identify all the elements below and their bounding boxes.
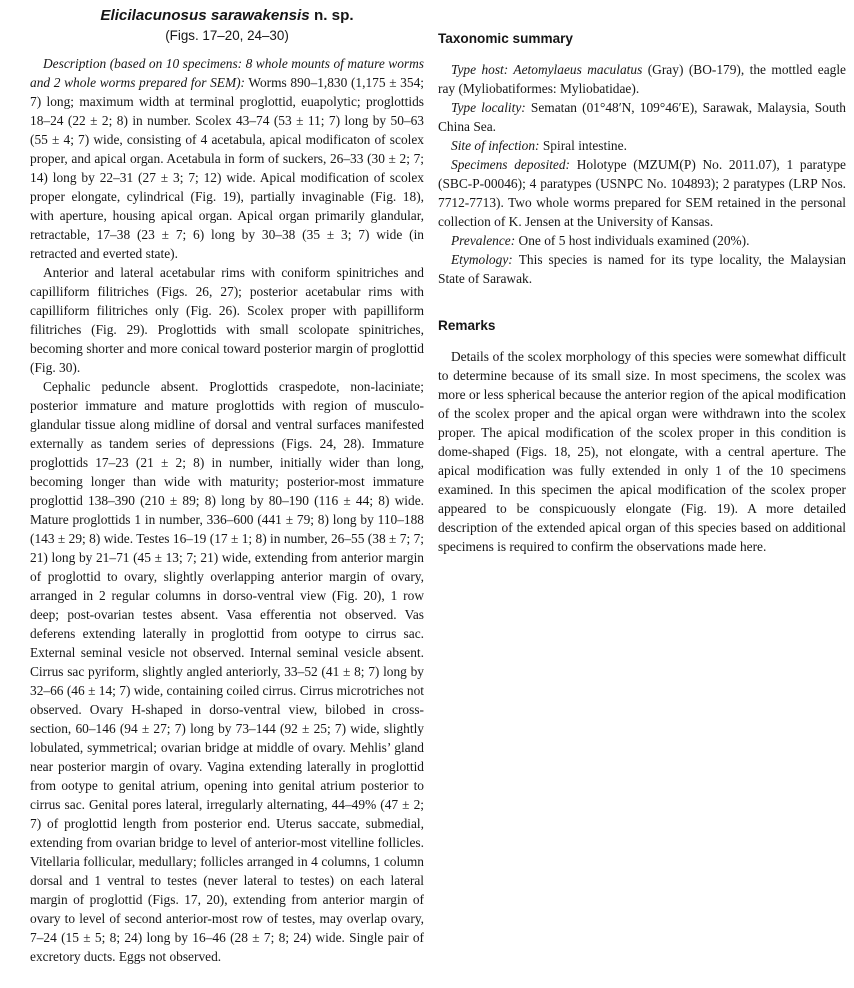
italic-text-segment: Aetomylaeus maculatus xyxy=(513,62,643,77)
paragraph xyxy=(438,155,846,231)
italic-text-segment: Type host: xyxy=(451,62,514,77)
text-segment: Spiral intestine. xyxy=(542,138,627,153)
text-segment: (Gray) (BO-179), the mottled eagle ray (Myliobatiformes: Myliobatidae). xyxy=(438,62,846,96)
title-figures-reference: (Figs. 17–20, 24–30) xyxy=(165,28,289,43)
description-section xyxy=(30,54,424,966)
text-segment: Details of the scolex morphology of this species were somewhat difficult to determine because of its small size. In most specimens, the scolex was more or less spherical because the anterior region of the apical modification of the scolex proper and the apical organ were withdrawn into the scolex proper. The apical modification of the scolex proper in this condition is dome-shaped (Figs. 18, 25), not elongate, with a central aperture. The apical modification was fully extended in only 1 of the 10 specimens examined. In this specimen the apical modification of the scolex proper appeared to be conspicuously elongate (Fig. 19). A more detailed description of the extended apical organ of this species based on additional specimens is required to confirm the observations made here. xyxy=(438,349,846,554)
italic-text-segment: Etymology: xyxy=(451,252,519,267)
text-segment: Anterior and lateral acetabular rims with coniform spinitriches and capilliform filitriches (Figs. 26, 27); posterior acetabular rims with capilliform filitriches only (Fig. 26). Scolex proper with papilliform filitriches (Fig. 29). Proglottids with small scolopate spinitriches, becoming shorter and more conical toward posterior margin of proglottid (Fig. 30). xyxy=(30,265,424,375)
species-name: Elicilacunosus sarawakensis xyxy=(100,7,310,24)
text-segment: This species is named for its type locality, the Malaysian State of Sarawak. xyxy=(438,252,846,286)
text-segment: Holotype (MZUM(P) No. 2011.07), 1 paratype (SBC-P-00046); 4 paratypes (USNPC No. 104893); 2 paratypes (LRP Nos. 7712-7713). Two whole worms prepared for SEM retained in the personal collection of K. Jensen at the University of Kansas. xyxy=(438,157,846,229)
right-column xyxy=(438,6,846,988)
paragraph xyxy=(438,60,846,98)
italic-text-segment: Prevalence: xyxy=(451,233,519,248)
italic-text-segment: Description (based on 10 specimens: 8 whole mounts of mature worms and 2 whole worms prepared for SEM): xyxy=(30,56,424,90)
paragraph xyxy=(30,263,424,377)
paragraph xyxy=(30,377,424,966)
paragraph xyxy=(438,231,846,250)
text-segment: One of 5 host individuals examined (20%). xyxy=(518,233,750,248)
section-heading-taxonomic-summary: Taxonomic summary xyxy=(438,31,573,46)
italic-text-segment: Specimens deposited: xyxy=(451,157,577,172)
species-title xyxy=(30,6,424,25)
paragraph xyxy=(438,136,846,155)
italic-text-segment: Type locality: xyxy=(451,100,531,115)
section-heading-remarks: Remarks xyxy=(438,318,496,333)
paragraph xyxy=(438,250,846,288)
title-block xyxy=(30,6,424,45)
text-segment: Cephalic peduncle absent. Proglottids craspedote, non-laciniate; posterior immature and mature proglottids with region of musculo-glandular tissue along midline of dorsal and ventral surfaces manifested externally as tandem series of depressions (Figs. 24, 28). Immature proglottids 17–23 (21 ± 2; 8) in number, initially wider than long, becoming longer than wide with maturity; posterior-most immature proglottid 138–390 (210 ± 89; 8) long by 80–190 (116 ± 44; 8) wide. Mature proglottids 1 in number, 336–600 (441 ± 79; 8) long by 110–188 (143 ± 29; 8) wide. Testes 16–19 (17 ± 1; 8) in number, 26–55 (38 ± 7; 7; 21) long by 21–71 (45 ± 13; 7; 21) wide, extending from anterior margin of proglottid to ovary, slightly overlapping anterior margin of ovary, arranged in 2 regular columns in dorso-ventral view (Fig. 20), 1 row deep; post-ovarian testes absent. Vasa efferentia not observed. Vas deferens extending laterally in proglottid from ootype to cirrus sac. External seminal vesicle not observed. Internal seminal vesicle absent. Cirrus sac pyriform, slightly angled anteriorly, 33–52 (41 ± 8; 7) long by 32–66 (46 ± 14; 7) wide, containing coiled cirrus. Cirrus microtriches not observed. Ovary H-shaped in dorso-ventral view, bilobed in cross-section, 60–146 (94 ± 27; 7) long by 73–144 (92 ± 25; 7) wide, slightly lobulated, symmetrical; ovarian bridge at middle of ovary. Mehlis’ gland near posterior margin of ovary. Vagina extending laterally in proglottid from ootype to genital atrium, opening into genital atrium posterior to cirrus sac. Genital pores lateral, irregularly alternating, 44–49% (47 ± 2; 7) of proglottid length from posterior end. Uterus saccate, submedial, extending from ovarian bridge to level of anterior-most vitelline follicles. Vitellaria follicular, medullary; follicles arranged in 4 columns, 1 column dorsal and 1 ventral to testes (never lateral to testes) on each lateral margin of proglottid (Figs. 17, 20), extending from anterior margin of ovary to level of second anterior-most row of testes, may overlap ovary, 7–24 (15 ± 5; 8; 24) long by 16–46 (28 ± 7; 8; 24) wide. Single pair of excretory ducts. Eggs not observed. xyxy=(30,379,424,964)
paragraph xyxy=(30,54,424,263)
italic-text-segment: Site of infection: xyxy=(451,138,543,153)
text-segment: Sematan (01°48′N, 109°46′E), Sarawak, Malaysia, South China Sea. xyxy=(438,100,846,134)
text-segment: Worms 890–1,830 (1,175 ± 354; 7) long; maximum width at terminal proglottid, euapolytic; proglottids 18–24 (22 ± 2; 8) in number. Scolex 43–74 (53 ± 11; 7) long by 50–63 (55 ± 4; 7) wide, consisting of 4 acetabula, apical modificaton of scolex proper, and apical organ. Acetabula in form of suckers, 26–33 (30 ± 2; 7; 14) long by 22–31 (27 ± 3; 7; 12) wide. Apical modification of scolex proper elongate, cylindrical (Fig. 19), partially invaginable (Fig. 18), with aperture, housing apical organ. Apical organ primarily glandular, retractable, 17–38 (23 ± 7; 6) long by 30–38 (35 ± 3; 7) wide (in retracted and everted state). xyxy=(30,75,424,261)
paragraph xyxy=(438,347,846,556)
new-species-designation: n. sp. xyxy=(309,7,354,24)
paragraph xyxy=(438,98,846,136)
left-column xyxy=(30,6,424,988)
